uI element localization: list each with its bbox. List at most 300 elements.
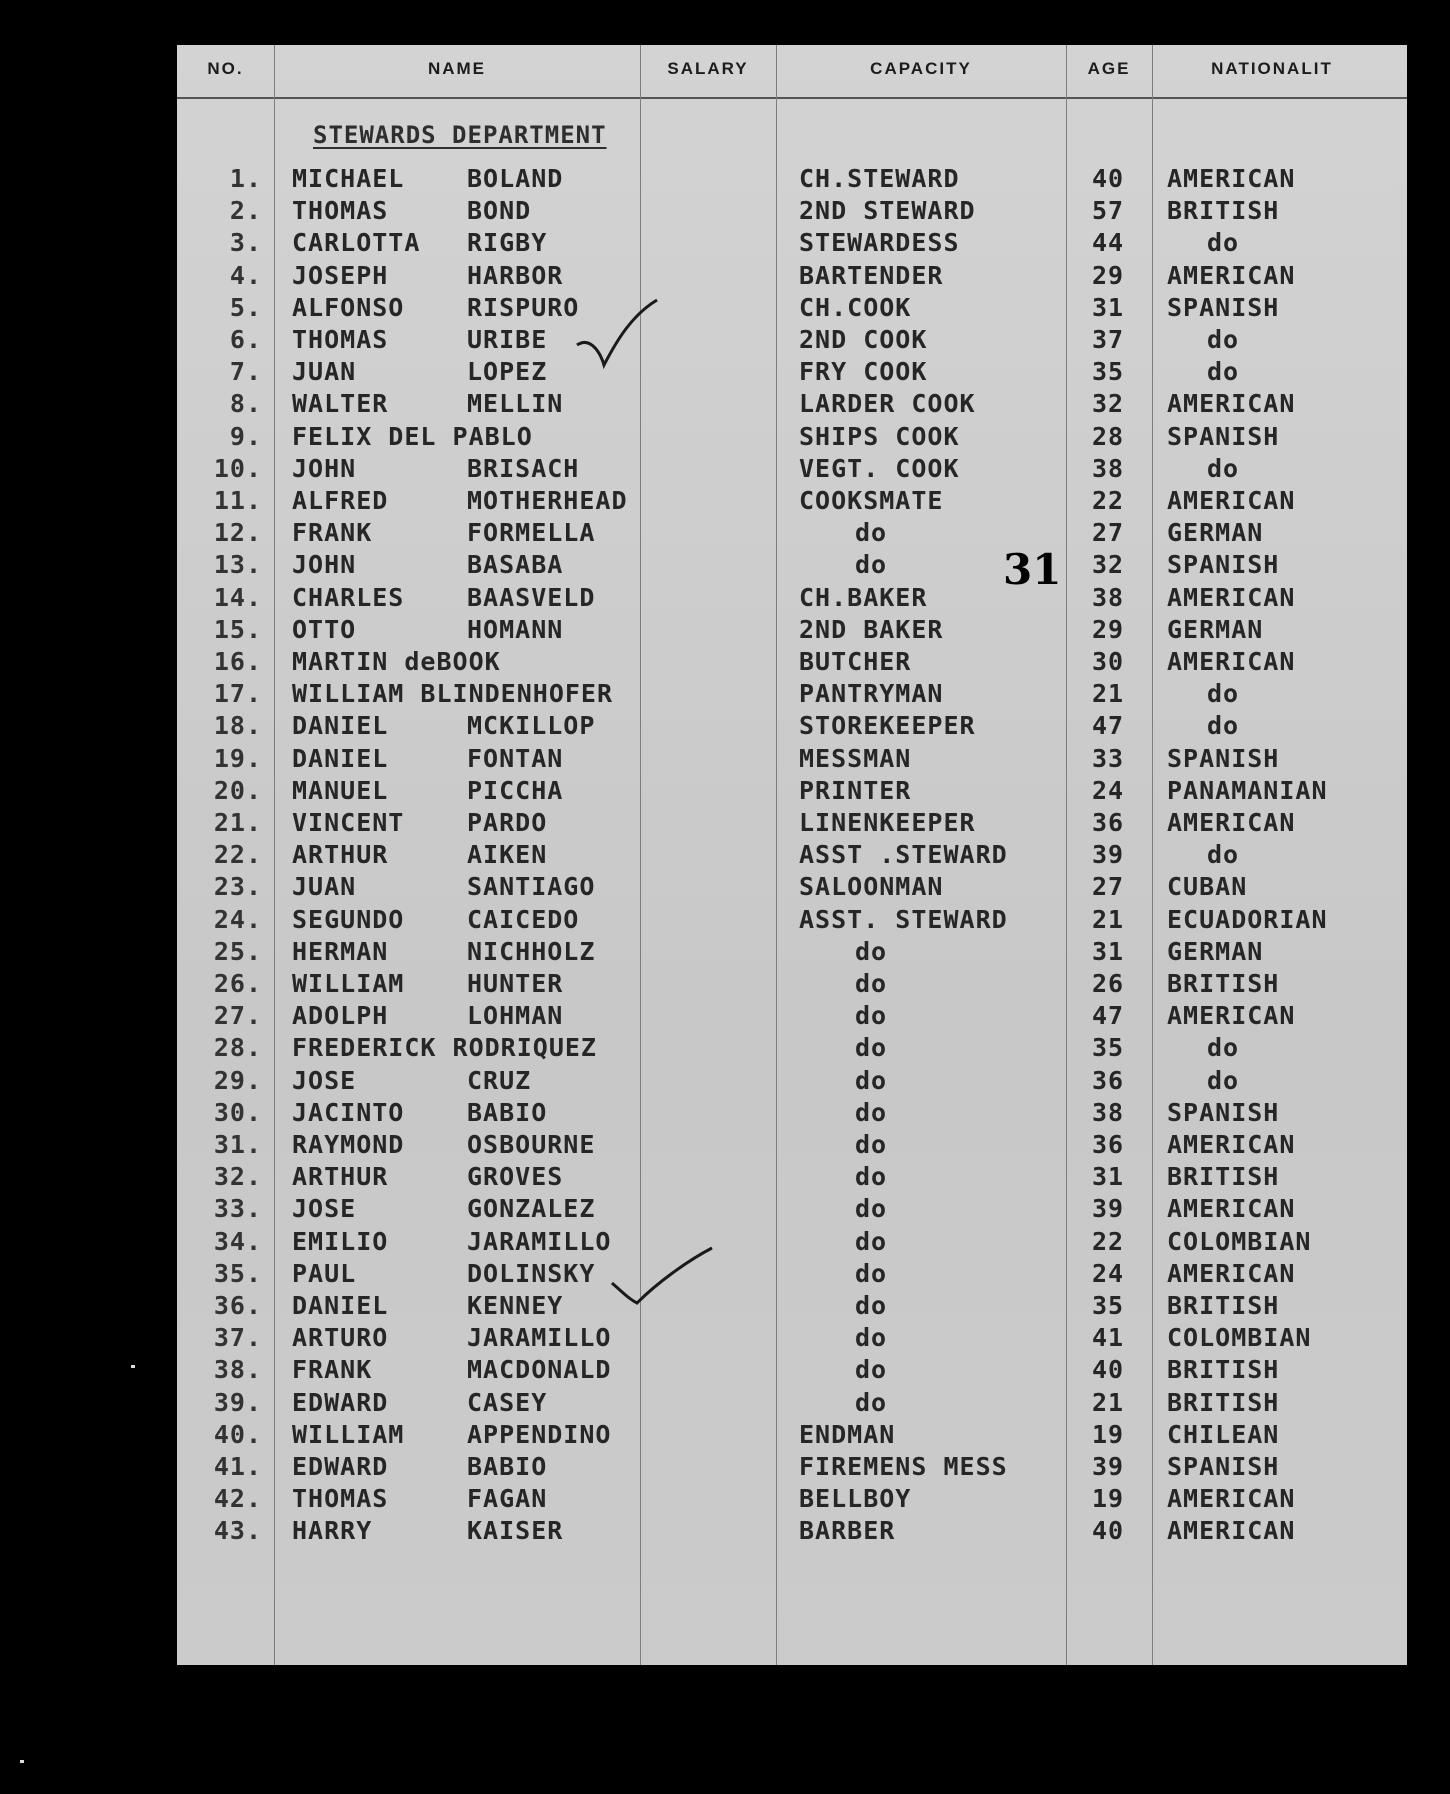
first-name: PAUL bbox=[292, 1258, 357, 1288]
last-name: BABIO bbox=[467, 1452, 548, 1481]
table-row bbox=[177, 1161, 1407, 1193]
age-value: 21 bbox=[1091, 1387, 1125, 1417]
capacity-value: BARTENDER bbox=[799, 260, 944, 290]
row-number: 19. bbox=[213, 743, 262, 773]
table-row bbox=[177, 1387, 1407, 1419]
last-name: BOND bbox=[467, 196, 532, 226]
nationality-value: AMERICAN bbox=[1167, 808, 1296, 837]
nationality-value: SPANISH bbox=[1167, 1097, 1280, 1127]
last-name: CAICEDO bbox=[467, 904, 580, 934]
nationality-value: BRITISH bbox=[1167, 196, 1280, 226]
last-name: BABIO bbox=[467, 1097, 548, 1127]
first-name: FELIX DEL PABLO bbox=[292, 421, 533, 451]
first-name: EMILIO bbox=[292, 1226, 389, 1256]
last-name: SANTIAGO bbox=[467, 872, 596, 902]
nationality-value: PANAMANIAN bbox=[1167, 775, 1328, 805]
header-rule bbox=[177, 97, 1407, 99]
capacity-value: VEGT. COOK bbox=[799, 453, 960, 483]
first-name: DANIEL bbox=[292, 1291, 389, 1320]
table-row bbox=[177, 227, 1407, 259]
table-row bbox=[177, 1515, 1407, 1547]
age-value: 27 bbox=[1091, 872, 1125, 902]
last-name: MOTHERHEAD bbox=[467, 486, 628, 515]
last-name: MELLIN bbox=[467, 389, 564, 419]
capacity-value: do bbox=[855, 1194, 888, 1224]
first-name: WILLIAM BLINDENHOFER bbox=[292, 679, 614, 709]
age-value: 47 bbox=[1091, 711, 1125, 741]
table-row bbox=[177, 936, 1407, 968]
row-number: 43. bbox=[213, 1516, 262, 1546]
first-name: HERMAN bbox=[292, 936, 389, 966]
last-name: KENNEY bbox=[467, 1291, 564, 1320]
table-row bbox=[177, 775, 1407, 807]
nationality-value: do bbox=[1207, 357, 1240, 387]
table-row bbox=[177, 195, 1407, 227]
first-name: THOMAS bbox=[292, 325, 389, 354]
first-name: ALFRED bbox=[292, 486, 389, 515]
first-name: WILLIAM bbox=[292, 969, 405, 998]
capacity-value: do bbox=[855, 936, 888, 966]
header-nationality: NATIONALIT bbox=[1211, 59, 1333, 78]
capacity-value: PRINTER bbox=[799, 775, 912, 805]
capacity-value: FIREMENS MESS bbox=[799, 1452, 1008, 1481]
last-name: LOHMAN bbox=[467, 1001, 564, 1031]
table-row bbox=[177, 485, 1407, 517]
age-value: 40 bbox=[1091, 1355, 1125, 1385]
nationality-value: SPANISH bbox=[1167, 292, 1280, 322]
table-row bbox=[177, 1419, 1407, 1451]
row-number: 7. bbox=[229, 357, 262, 387]
table-row bbox=[177, 871, 1407, 903]
last-name: CASEY bbox=[467, 1387, 548, 1417]
manifest-sheet bbox=[177, 45, 1407, 1665]
table-row bbox=[177, 807, 1407, 839]
age-value: 35 bbox=[1091, 357, 1125, 387]
row-number: 10. bbox=[213, 453, 262, 483]
row-number: 18. bbox=[213, 711, 262, 741]
first-name: JOHN bbox=[292, 550, 357, 580]
last-name: HUNTER bbox=[467, 969, 564, 998]
capacity-value: LINENKEEPER bbox=[799, 808, 976, 837]
row-number: 4. bbox=[229, 260, 262, 290]
first-name: VINCENT bbox=[292, 808, 405, 837]
row-number: 28. bbox=[213, 1033, 262, 1063]
last-name: AIKEN bbox=[467, 840, 548, 870]
table-row bbox=[177, 260, 1407, 292]
table-row bbox=[177, 1483, 1407, 1515]
nationality-value: AMERICAN bbox=[1167, 1194, 1296, 1224]
table-row bbox=[177, 1097, 1407, 1129]
nationality-value: BRITISH bbox=[1167, 1291, 1280, 1320]
last-name: JARAMILLO bbox=[467, 1323, 612, 1353]
last-name: FORMELLA bbox=[467, 518, 596, 548]
row-number: 23. bbox=[213, 872, 262, 902]
row-number: 22. bbox=[213, 840, 262, 870]
nationality-value: do bbox=[1207, 228, 1240, 258]
first-name: JUAN bbox=[292, 872, 357, 902]
capacity-value: STOREKEEPER bbox=[799, 711, 976, 741]
table-row bbox=[177, 1322, 1407, 1354]
nationality-value: AMERICAN bbox=[1167, 389, 1296, 419]
capacity-value: do bbox=[855, 1162, 888, 1192]
capacity-value: FRY COOK bbox=[799, 357, 928, 387]
row-number: 16. bbox=[213, 647, 262, 676]
age-value: 27 bbox=[1091, 518, 1125, 548]
age-value: 40 bbox=[1091, 1516, 1125, 1546]
age-value: 39 bbox=[1091, 1194, 1125, 1224]
nationality-value: SPANISH bbox=[1167, 550, 1280, 580]
first-name: MICHAEL bbox=[292, 164, 405, 193]
last-name: PARDO bbox=[467, 808, 548, 837]
check-mark-icon bbox=[607, 1243, 717, 1313]
age-value: 28 bbox=[1091, 421, 1125, 451]
last-name: HOMANN bbox=[467, 614, 564, 644]
last-name: PICCHA bbox=[467, 775, 564, 805]
first-name: MANUEL bbox=[292, 775, 389, 805]
table-row bbox=[177, 710, 1407, 742]
first-name: JUAN bbox=[292, 357, 357, 387]
last-name: RISPURO bbox=[467, 292, 580, 322]
table-row bbox=[177, 646, 1407, 678]
header-capacity: CAPACITY bbox=[870, 59, 972, 78]
capacity-value: do bbox=[855, 1097, 888, 1127]
row-number: 34. bbox=[213, 1226, 262, 1256]
last-name: LOPEZ bbox=[467, 357, 548, 387]
age-value: 38 bbox=[1091, 453, 1125, 483]
nationality-value: COLOMBIAN bbox=[1167, 1226, 1312, 1256]
capacity-value: STEWARDESS bbox=[799, 228, 960, 258]
row-number: 8. bbox=[229, 389, 262, 419]
first-name: WALTER bbox=[292, 389, 389, 419]
nationality-value: GERMAN bbox=[1167, 614, 1264, 644]
first-name: JACINTO bbox=[292, 1097, 405, 1127]
age-value: 35 bbox=[1091, 1291, 1125, 1320]
age-value: 21 bbox=[1091, 679, 1125, 709]
table-row bbox=[177, 388, 1407, 420]
first-name: ARTHUR bbox=[292, 1162, 389, 1192]
capacity-value: do bbox=[855, 1065, 888, 1095]
nationality-value: AMERICAN bbox=[1167, 1258, 1296, 1288]
header-name: NAME bbox=[427, 59, 487, 78]
age-value: 31 bbox=[1091, 1162, 1125, 1192]
nationality-value: BRITISH bbox=[1167, 969, 1280, 998]
table-row bbox=[177, 1258, 1407, 1290]
row-number: 31. bbox=[213, 1130, 262, 1159]
capacity-value: do bbox=[855, 1033, 888, 1063]
nationality-value: BRITISH bbox=[1167, 1387, 1280, 1417]
age-value: 31 bbox=[1091, 936, 1125, 966]
table-row bbox=[177, 1065, 1407, 1097]
capacity-value: BARBER bbox=[799, 1516, 896, 1546]
scan-speck bbox=[20, 1760, 24, 1763]
capacity-value: LARDER COOK bbox=[799, 389, 976, 419]
nationality-value: do bbox=[1207, 840, 1240, 870]
table-row bbox=[177, 1129, 1407, 1161]
age-value: 38 bbox=[1091, 582, 1125, 612]
scan-speck bbox=[131, 1365, 135, 1368]
age-value: 22 bbox=[1091, 486, 1125, 515]
row-number: 6. bbox=[229, 325, 262, 354]
row-number: 41. bbox=[213, 1452, 262, 1481]
capacity-value: ASST. STEWARD bbox=[799, 904, 1008, 934]
capacity-value: do bbox=[855, 1323, 888, 1353]
first-name: JOSE bbox=[292, 1194, 357, 1224]
first-name: THOMAS bbox=[292, 196, 389, 226]
row-number: 5. bbox=[229, 292, 262, 322]
table-row bbox=[177, 292, 1407, 324]
capacity-value: do bbox=[855, 1387, 888, 1417]
row-number: 20. bbox=[213, 775, 262, 805]
page-number: 31 bbox=[1003, 545, 1062, 594]
last-name: BAASVELD bbox=[467, 582, 596, 612]
row-number: 21. bbox=[213, 808, 262, 837]
capacity-value: do bbox=[855, 550, 888, 580]
row-number: 9. bbox=[229, 421, 262, 451]
row-number: 33. bbox=[213, 1194, 262, 1224]
row-number: 3. bbox=[229, 228, 262, 258]
first-name: JOSEPH bbox=[292, 260, 389, 290]
table-row bbox=[177, 1226, 1407, 1258]
age-value: 19 bbox=[1091, 1484, 1125, 1514]
table-row bbox=[177, 839, 1407, 871]
age-value: 57 bbox=[1091, 196, 1125, 226]
row-number: 37. bbox=[213, 1323, 262, 1353]
age-value: 24 bbox=[1091, 775, 1125, 805]
age-value: 24 bbox=[1091, 1258, 1125, 1288]
age-value: 36 bbox=[1091, 1065, 1125, 1095]
row-number: 14. bbox=[213, 582, 262, 612]
capacity-value: ASST .STEWARD bbox=[799, 840, 1008, 870]
table-row bbox=[177, 1290, 1407, 1322]
table-row bbox=[177, 1451, 1407, 1483]
capacity-value: do bbox=[855, 1130, 888, 1159]
row-number: 38. bbox=[213, 1355, 262, 1385]
nationality-value: CHILEAN bbox=[1167, 1419, 1280, 1449]
capacity-value: do bbox=[855, 1355, 888, 1385]
table-row bbox=[177, 421, 1407, 453]
table-row bbox=[177, 1032, 1407, 1064]
first-name: MARTIN deBOOK bbox=[292, 647, 501, 676]
capacity-value: do bbox=[855, 518, 888, 548]
age-value: 37 bbox=[1091, 325, 1125, 354]
age-value: 41 bbox=[1091, 1323, 1125, 1353]
last-name: MCKILLOP bbox=[467, 711, 596, 741]
first-name: ADOLPH bbox=[292, 1001, 389, 1031]
capacity-value: 2ND STEWARD bbox=[799, 196, 976, 226]
age-value: 39 bbox=[1091, 1452, 1125, 1481]
nationality-value: AMERICAN bbox=[1167, 260, 1296, 290]
first-name: EDWARD bbox=[292, 1387, 389, 1417]
row-number: 35. bbox=[213, 1258, 262, 1288]
capacity-value: 2ND COOK bbox=[799, 325, 928, 354]
row-number: 39. bbox=[213, 1387, 262, 1417]
first-name: CARLOTTA bbox=[292, 228, 421, 258]
nationality-value: GERMAN bbox=[1167, 518, 1264, 548]
first-name: HARRY bbox=[292, 1516, 373, 1546]
last-name: BOLAND bbox=[467, 164, 564, 193]
first-name: ALFONSO bbox=[292, 292, 405, 322]
nationality-value: AMERICAN bbox=[1167, 582, 1296, 612]
nationality-value: do bbox=[1207, 1033, 1240, 1063]
nationality-value: do bbox=[1207, 711, 1240, 741]
nationality-value: AMERICAN bbox=[1167, 1516, 1296, 1546]
capacity-value: MESSMAN bbox=[799, 743, 912, 773]
last-name: FONTAN bbox=[467, 743, 564, 773]
capacity-value: SHIPS COOK bbox=[799, 421, 960, 451]
last-name: NICHHOLZ bbox=[467, 936, 596, 966]
first-name: ARTHUR bbox=[292, 840, 389, 870]
last-name: BASABA bbox=[467, 550, 564, 580]
age-value: 32 bbox=[1091, 389, 1125, 419]
first-name: EDWARD bbox=[292, 1452, 389, 1481]
first-name: THOMAS bbox=[292, 1484, 389, 1514]
nationality-value: AMERICAN bbox=[1167, 1484, 1296, 1514]
header-salary: SALARY bbox=[667, 59, 749, 78]
row-number: 2. bbox=[229, 196, 262, 226]
row-number: 24. bbox=[213, 904, 262, 934]
row-number: 42. bbox=[213, 1484, 262, 1514]
capacity-value: do bbox=[855, 1226, 888, 1256]
age-value: 38 bbox=[1091, 1097, 1125, 1127]
capacity-value: PANTRYMAN bbox=[799, 679, 944, 709]
age-value: 32 bbox=[1091, 550, 1125, 580]
table-row bbox=[177, 743, 1407, 775]
nationality-value: COLOMBIAN bbox=[1167, 1323, 1312, 1353]
last-name: KAISER bbox=[467, 1516, 564, 1546]
first-name: FRANK bbox=[292, 1355, 373, 1385]
first-name: CHARLES bbox=[292, 582, 405, 612]
department-title: STEWARDS DEPARTMENT bbox=[313, 121, 607, 149]
nationality-value: SPANISH bbox=[1167, 743, 1280, 773]
last-name: RIGBY bbox=[467, 228, 548, 258]
first-name: RAYMOND bbox=[292, 1130, 405, 1159]
nationality-value: SPANISH bbox=[1167, 1452, 1280, 1481]
table-row bbox=[177, 549, 1407, 581]
nationality-value: do bbox=[1207, 679, 1240, 709]
last-name: HARBOR bbox=[467, 260, 564, 290]
capacity-value: ENDMAN bbox=[799, 1419, 896, 1449]
capacity-value: CH.BAKER bbox=[799, 582, 928, 612]
last-name: CRUZ bbox=[467, 1065, 532, 1095]
nationality-value: AMERICAN bbox=[1167, 164, 1296, 193]
age-value: 29 bbox=[1091, 260, 1125, 290]
row-number: 15. bbox=[213, 614, 262, 644]
age-value: 44 bbox=[1091, 228, 1125, 258]
table-row bbox=[177, 904, 1407, 936]
row-number: 26. bbox=[213, 969, 262, 998]
age-value: 36 bbox=[1091, 1130, 1125, 1159]
header-age: AGE bbox=[1087, 59, 1131, 78]
age-value: 21 bbox=[1091, 904, 1125, 934]
age-value: 36 bbox=[1091, 808, 1125, 837]
nationality-value: do bbox=[1207, 453, 1240, 483]
age-value: 35 bbox=[1091, 1033, 1125, 1063]
last-name: FAGAN bbox=[467, 1484, 548, 1514]
age-value: 19 bbox=[1091, 1419, 1125, 1449]
table-row bbox=[177, 163, 1407, 195]
capacity-value: COOKSMATE bbox=[799, 486, 944, 515]
nationality-value: AMERICAN bbox=[1167, 647, 1296, 676]
nationality-value: CUBAN bbox=[1167, 872, 1248, 902]
row-number: 25. bbox=[213, 936, 262, 966]
row-number: 27. bbox=[213, 1001, 262, 1031]
row-number: 29. bbox=[213, 1065, 262, 1095]
first-name: ARTURO bbox=[292, 1323, 389, 1353]
first-name: JOHN bbox=[292, 453, 357, 483]
nationality-value: AMERICAN bbox=[1167, 1130, 1296, 1159]
table-row bbox=[177, 1354, 1407, 1386]
last-name: BRISACH bbox=[467, 453, 580, 483]
first-name: JOSE bbox=[292, 1065, 357, 1095]
capacity-value: do bbox=[855, 1258, 888, 1288]
nationality-value: AMERICAN bbox=[1167, 486, 1296, 515]
last-name: OSBOURNE bbox=[467, 1130, 596, 1159]
age-value: 31 bbox=[1091, 292, 1125, 322]
capacity-value: do bbox=[855, 969, 888, 998]
row-number: 32. bbox=[213, 1162, 262, 1192]
last-name: MACDONALD bbox=[467, 1355, 612, 1385]
first-name: SEGUNDO bbox=[292, 904, 405, 934]
row-number: 17. bbox=[213, 679, 262, 709]
last-name: URIBE bbox=[467, 325, 548, 354]
table-row bbox=[177, 453, 1407, 485]
nationality-value: do bbox=[1207, 1065, 1240, 1095]
table-row bbox=[177, 1193, 1407, 1225]
table-row bbox=[177, 517, 1407, 549]
age-value: 33 bbox=[1091, 743, 1125, 773]
table-row bbox=[177, 968, 1407, 1000]
row-number: 36. bbox=[213, 1291, 262, 1320]
first-name: FREDERICK RODRIQUEZ bbox=[292, 1033, 597, 1063]
age-value: 30 bbox=[1091, 647, 1125, 676]
age-value: 26 bbox=[1091, 969, 1125, 998]
first-name: OTTO bbox=[292, 614, 357, 644]
nationality-value: do bbox=[1207, 325, 1240, 354]
capacity-value: do bbox=[855, 1001, 888, 1031]
nationality-value: BRITISH bbox=[1167, 1162, 1280, 1192]
age-value: 39 bbox=[1091, 840, 1125, 870]
last-name: GONZALEZ bbox=[467, 1194, 596, 1224]
nationality-value: ECUADORIAN bbox=[1167, 904, 1328, 934]
nationality-value: AMERICAN bbox=[1167, 1001, 1296, 1031]
first-name: DANIEL bbox=[292, 743, 389, 773]
first-name: FRANK bbox=[292, 518, 373, 548]
table-row bbox=[177, 1000, 1407, 1032]
row-number: 1. bbox=[229, 164, 262, 193]
capacity-value: BUTCHER bbox=[799, 647, 912, 676]
row-number: 13. bbox=[213, 550, 262, 580]
table-row bbox=[177, 582, 1407, 614]
row-number: 11. bbox=[213, 486, 262, 515]
first-name: DANIEL bbox=[292, 711, 389, 741]
row-number: 40. bbox=[213, 1419, 262, 1449]
capacity-value: BELLBOY bbox=[799, 1484, 912, 1514]
check-mark-icon bbox=[572, 295, 662, 375]
age-value: 47 bbox=[1091, 1001, 1125, 1031]
table-row bbox=[177, 678, 1407, 710]
capacity-value: CH.COOK bbox=[799, 292, 912, 322]
last-name: DOLINSKY bbox=[467, 1258, 596, 1288]
capacity-value: CH.STEWARD bbox=[799, 164, 960, 193]
capacity-value: SALOONMAN bbox=[799, 872, 944, 902]
header-no: NO. bbox=[207, 59, 244, 78]
first-name: WILLIAM bbox=[292, 1419, 405, 1449]
table-row bbox=[177, 614, 1407, 646]
table-row bbox=[177, 356, 1407, 388]
nationality-value: SPANISH bbox=[1167, 421, 1280, 451]
last-name: APPENDINO bbox=[467, 1419, 612, 1449]
age-value: 22 bbox=[1091, 1226, 1125, 1256]
